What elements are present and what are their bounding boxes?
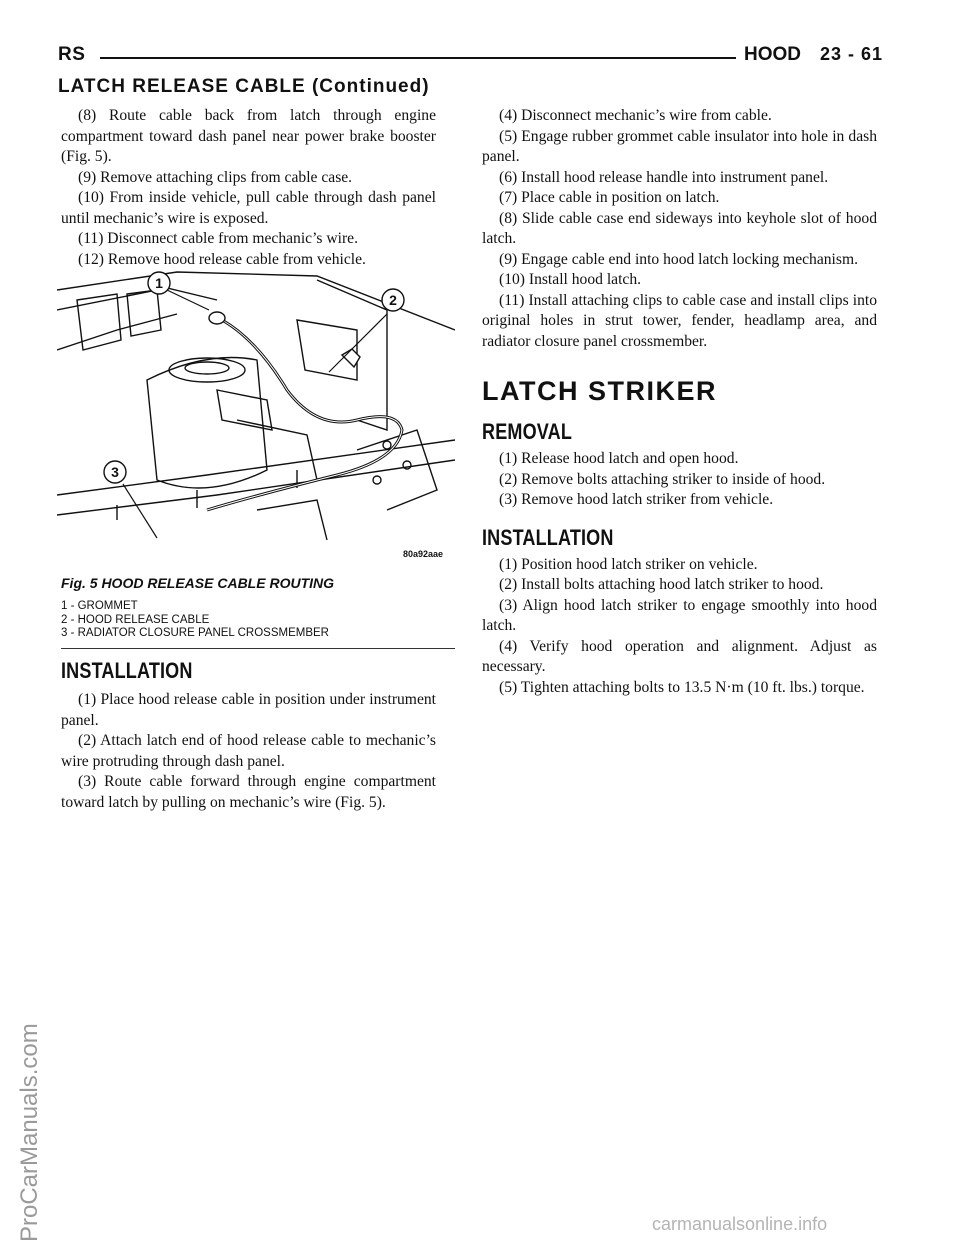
installation-step-8: (8) Slide cable case end sideways into keyhole slot of hood latch. (482, 209, 877, 247)
striker-installation-step-2: (2) Install bolts attaching hood latch striker to hood. (499, 576, 824, 593)
callout-3: 3 (111, 464, 119, 480)
callout-2: 2 (389, 292, 397, 308)
installation-step-10: (10) Install hood latch. (499, 271, 642, 288)
removal-step-9: (9) Remove attaching clips from cable case. (78, 168, 353, 186)
installation-step-6: (6) Install hood release handle into instrument panel. (499, 168, 829, 186)
removal-step-8: (8) Route cable back from latch through engine compartment toward dash panel near power brake booster (Fig. 5). (61, 107, 436, 165)
legend-item: 2 - HOOD RELEASE CABLE (61, 613, 210, 626)
figure-caption: Fig. 5 HOOD RELEASE CABLE ROUTING (61, 575, 335, 591)
striker-installation-step-4: (4) Verify hood operation and alignment. Adjust as necessary. (482, 637, 877, 675)
installation-step-9: (9) Engage cable end into hood latch locking mechanism. (499, 250, 858, 268)
left-installation-block (61, 658, 436, 813)
callout-1: 1 (155, 275, 163, 291)
hood-release-cable-figure (57, 270, 455, 570)
striker-installation-heading: INSTALLATION (482, 524, 614, 550)
installation-step-3: (3) Route cable forward through engine compartment toward latch by pulling on mechanic’s wire (Fig. 5). (61, 773, 436, 811)
striker-installation-step-3: (3) Align hood latch striker to engage smoothly into hood latch. (482, 596, 877, 634)
header-left-code: RS (58, 44, 86, 65)
side-watermark: ProCarManuals.com (16, 1023, 43, 1242)
installation-step-7: (7) Place cable in position on latch. (499, 189, 720, 206)
installation-step-11: (11) Install attaching clips to cable case and install clips into original holes in strut tower, fender, headlamp area, and radiator closure panel crossmember. (482, 291, 877, 350)
striker-removal-heading: REMOVAL (482, 419, 573, 444)
header-section-title: HOOD (744, 44, 801, 65)
header-rule (100, 57, 736, 59)
legend-divider (61, 648, 455, 649)
page-number: 23 - 61 (820, 44, 884, 64)
striker-installation-step-5: (5) Tighten attaching bolts to 13.5 N·m (10 ft. lbs.) torque. (499, 678, 865, 696)
removal-step-10: (10) From inside vehicle, pull cable through dash panel until mechanic’s wire is exposed. (61, 189, 436, 227)
installation-step-4: (4) Disconnect mechanic’s wire from cable. (499, 107, 772, 124)
legend-item: 3 - RADIATOR CLOSURE PANEL CROSSMEMBER (61, 627, 329, 639)
removal-step-12: (12) Remove hood release cable from vehicle. (78, 250, 366, 268)
figure-code: 80a92aae (402, 549, 444, 559)
striker-removal-step-3: (3) Remove hood latch striker from vehicle. (499, 491, 774, 508)
figure-legend (61, 600, 329, 641)
footer-watermark: carmanualsonline.info (652, 1214, 828, 1234)
installation-step-1: (1) Place hood release cable in position under instrument panel. (61, 691, 436, 729)
striker-installation-step-1: (1) Position hood latch striker on vehicle. (499, 555, 758, 573)
continued-section-title: LATCH RELEASE CABLE (Continued) (58, 76, 430, 97)
latch-striker-heading: LATCH STRIKER (482, 376, 717, 406)
installation-step-2: (2) Attach latch end of hood release cable to mechanic’s wire protruding through dash panel. (61, 732, 436, 770)
removal-step-11: (11) Disconnect cable from mechanic’s wire. (78, 230, 358, 247)
striker-removal-step-2: (2) Remove bolts attaching striker to inside of hood. (499, 470, 826, 488)
left-column (61, 106, 436, 270)
right-column (482, 106, 877, 698)
installation-step-5: (5) Engage rubber grommet cable insulator into hole in dash panel. (482, 127, 877, 165)
legend-item: 1 - GROMMET (61, 600, 138, 612)
installation-heading: INSTALLATION (61, 658, 193, 683)
striker-removal-step-1: (1) Release hood latch and open hood. (499, 450, 739, 467)
